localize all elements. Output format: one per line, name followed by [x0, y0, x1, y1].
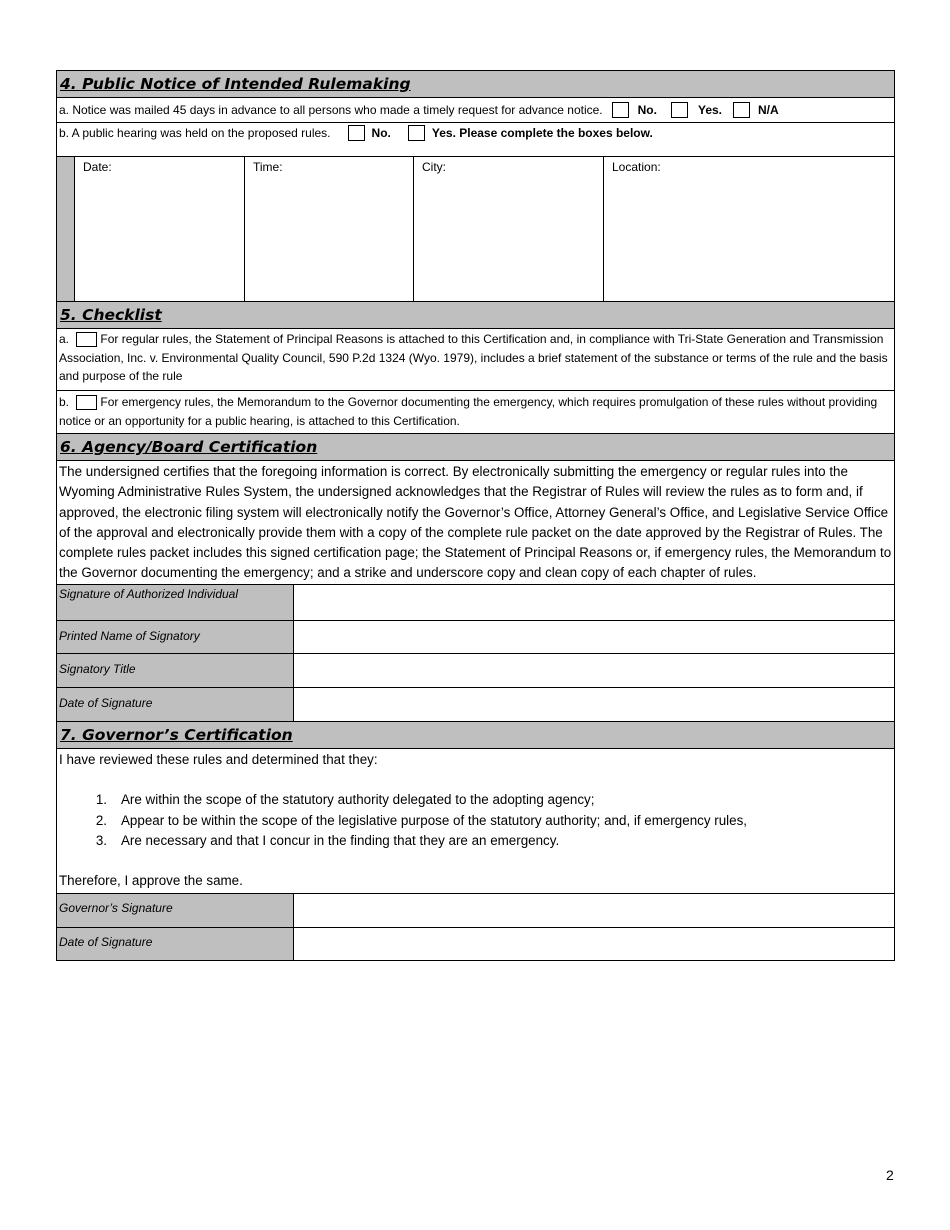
hearing-details-grid — [56, 156, 895, 301]
section-7-title: 7. Governor’s Certification — [60, 726, 293, 744]
printed-name-field[interactable] — [294, 621, 894, 653]
notice-yes-label: Yes. — [697, 103, 723, 117]
printed-name-label: Printed Name of Signatory — [57, 621, 294, 653]
hearing-yes-label: Yes. Please complete the boxes below. — [431, 126, 653, 140]
page-number: 2 — [886, 1167, 894, 1183]
section-6-header — [56, 433, 895, 460]
section-6-title: 6. Agency/Board Certification — [60, 438, 318, 456]
hearing-no-checkbox[interactable] — [348, 125, 365, 141]
hearing-date-cell[interactable] — [75, 157, 245, 301]
public-hearing-row — [56, 122, 895, 156]
checklist-a-text: For regular rules, the Statement of Principal Reasons is attached to this Certification and, in compliance with Tri-State Generation and Transmission Association, Inc. v. Environmental Quality Council, 590 P.2d 1324 (Wyo. 1979), includes a brief statement of the substance or terms of the rule and the basis and purpose of the rule — [59, 332, 888, 383]
hearing-yes-checkbox[interactable] — [408, 125, 425, 141]
hearing-time-label: Time: — [253, 160, 283, 174]
section-5-title: 5. Checklist — [60, 306, 162, 324]
notice-mailed-question: a. Notice was mailed 45 days in advance to all persons who made a timely request for advance notice. — [59, 103, 603, 117]
list-item: 1. Are within the scope of the statutory authority delegated to the adopting agency; — [95, 792, 595, 808]
checklist-b-prefix: b. — [59, 395, 70, 409]
signatory-title-field[interactable] — [294, 654, 894, 687]
hearing-city-cell[interactable] — [414, 157, 604, 301]
checklist-b-text: For emergency rules, the Memorandum to the Governor documenting the emergency, which requires promulgation of these rules without providing notice or an opportunity for a public hearing, is attached to this Certification. — [59, 395, 878, 428]
signatory-title-row — [56, 653, 895, 687]
agency-signature-row — [56, 584, 895, 620]
hearing-location-cell[interactable] — [604, 157, 894, 301]
list-item: 3. Are necessary and that I concur in the finding that they are an emergency. — [95, 832, 560, 848]
hearing-no-label: No. — [371, 126, 391, 140]
signatory-title-label: Signatory Title — [57, 654, 294, 687]
section-5-header — [56, 301, 895, 328]
certification-form — [56, 70, 895, 961]
governor-date-field[interactable] — [294, 928, 894, 960]
governor-certification-block — [56, 748, 895, 893]
hearing-time-cell[interactable] — [245, 157, 414, 301]
governor-date-label: Date of Signature — [57, 928, 294, 960]
agency-date-label: Date of Signature — [57, 688, 294, 721]
list-item: 2. Appear to be within the scope of the legislative purpose of the statutory authority; and, if emergency rules, — [95, 812, 747, 828]
checklist-a-row — [56, 328, 895, 390]
notice-no-label: No. — [637, 103, 657, 117]
governor-signature-row — [56, 893, 895, 927]
checklist-b-row — [56, 390, 895, 433]
agency-signature-label: Signature of Authorized Individual — [57, 585, 294, 620]
hearing-location-label: Location: — [612, 160, 661, 174]
governor-signature-label: Governor’s Signature — [57, 894, 294, 927]
hearing-city-label: City: — [422, 160, 446, 174]
public-hearing-question: b. A public hearing was held on the proposed rules. — [59, 126, 331, 140]
governor-date-row — [56, 927, 895, 961]
governor-intro: I have reviewed these rules and determined that they: — [59, 752, 378, 767]
notice-na-label: N/A — [758, 103, 779, 117]
checklist-b-checkbox[interactable] — [76, 395, 97, 410]
notice-mailed-row — [56, 97, 895, 122]
governor-signature-field[interactable] — [294, 894, 894, 927]
hearing-date-label: Date: — [83, 160, 112, 174]
agency-certification-text: The undersigned certifies that the foregoing information is correct. By electronically submitting the emergency or regular rules into the Wyoming Administrative Rules System, the undersigned acknowledges that the Registrar of Rules will review the rules as to form and, if approved, the electronic filing system will electronically notify the Governor’s Office, Attorney General’s Office, and Legislative Service Office of the approval and electronically provide them with a copy of the complete rule packet on the date approved by the Registrar of Rules. The complete rules packet includes this signed certification page; the Statement of Principal Reasons or, if emergency rules, the Memorandum to the Governor documenting the emergency; and a strike and underscore copy and clean copy of each chapter of rules. — [56, 460, 895, 584]
agency-date-field[interactable] — [294, 688, 894, 721]
notice-no-checkbox[interactable] — [612, 102, 629, 118]
section-4-header — [56, 70, 895, 97]
notice-na-checkbox[interactable] — [733, 102, 750, 118]
agency-date-row — [56, 687, 895, 721]
agency-signature-field[interactable] — [294, 585, 894, 620]
printed-name-row — [56, 620, 895, 653]
section-4-title: 4. Public Notice of Intended Rulemaking — [60, 75, 411, 93]
hearing-grid-stub — [57, 157, 75, 301]
checklist-a-checkbox[interactable] — [76, 332, 97, 347]
governor-closing: Therefore, I approve the same. — [59, 873, 243, 889]
governor-findings-list — [59, 790, 892, 851]
checklist-a-prefix: a. — [59, 332, 70, 346]
section-7-header — [56, 721, 895, 748]
notice-yes-checkbox[interactable] — [671, 102, 688, 118]
